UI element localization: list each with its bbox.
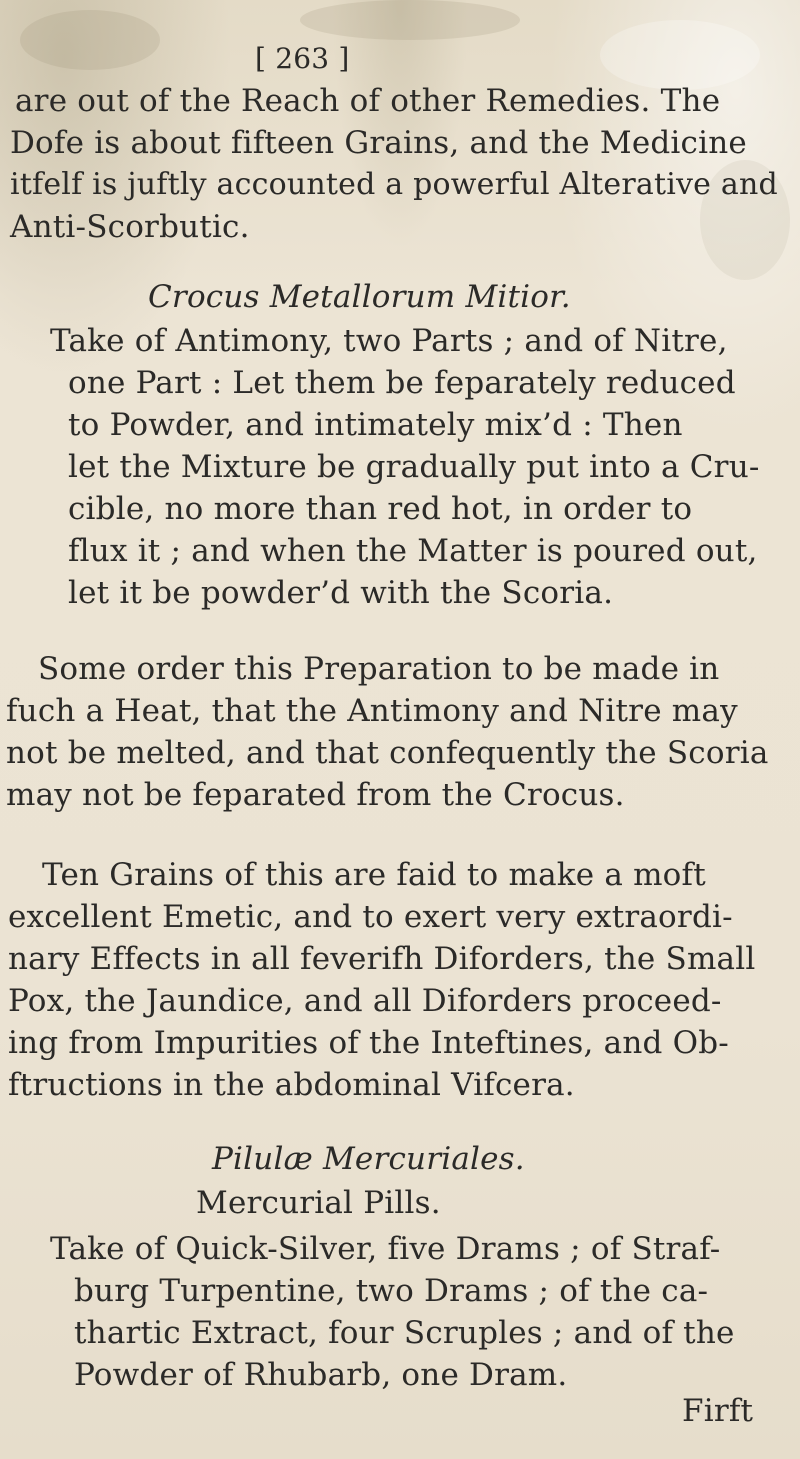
- paragraph-3-line-5: ing from Impurities of the Inteftines, and Ob-: [8, 1025, 729, 1061]
- paragraph-3-line-6: ftructions in the abdominal Vifcera.: [8, 1067, 575, 1103]
- catchword: Firft: [682, 1393, 754, 1429]
- heading-mercurial-pills: Mercurial Pills.: [196, 1185, 441, 1221]
- recipe-1-line-4: let the Mixture be gradually put into a Cru-: [68, 449, 760, 485]
- recipe-2-line-2: burg Turpentine, two Drams ; of the ca-: [74, 1273, 709, 1309]
- page-number: [ 263 ]: [255, 42, 350, 75]
- recipe-2-line-1: Take of Quick-Silver, five Drams ; of Straf-: [50, 1231, 721, 1267]
- recipe-2-line-3: thartic Extract, four Scruples ; and of the: [74, 1315, 735, 1351]
- recipe-2-line-4: Powder of Rhubarb, one Dram.: [74, 1357, 568, 1393]
- paragraph-2-line-2: fuch a Heat, that the Antimony and Nitre may: [6, 693, 738, 729]
- paper-stain: [600, 20, 760, 90]
- heading-crocus: Crocus Metallorum Mitior.: [148, 279, 571, 315]
- paragraph-3-line-3: nary Effects in all feverifh Diforders, the Small: [8, 941, 756, 977]
- paragraph-1-line-3: itfelf is juftly accounted a powerful Alterative and: [10, 167, 778, 202]
- recipe-1-line-7: let it be powder’d with the Scoria.: [68, 575, 614, 611]
- recipe-1-line-1: Take of Antimony, two Parts ; and of Nitre,: [50, 323, 728, 359]
- paragraph-1-line-1: are out of the Reach of other Remedies. The: [15, 83, 721, 119]
- recipe-1-line-3: to Powder, and intimately mix’d : Then: [68, 407, 683, 443]
- paper-stain: [300, 0, 520, 40]
- paragraph-1-line-2: Dofe is about fifteen Grains, and the Medicine: [10, 125, 747, 161]
- paragraph-2-line-3: not be melted, and that confequently the Scoria: [6, 735, 769, 771]
- recipe-1-line-5: cible, no more than red hot, in order to: [68, 491, 693, 527]
- paragraph-3-line-4: Pox, the Jaundice, and all Diforders proceed-: [8, 983, 722, 1019]
- paragraph-2-line-4: may not be feparated from the Crocus.: [6, 777, 625, 813]
- paragraph-3-line-2: excellent Emetic, and to exert very extraordi-: [8, 899, 733, 935]
- paper-stain: [20, 10, 160, 70]
- recipe-1-line-6: flux it ; and when the Matter is poured out,: [68, 533, 758, 569]
- heading-pilulae-mercuriales: Pilulæ Mercuriales.: [212, 1141, 525, 1177]
- paragraph-3-line-1: Ten Grains of this are faid to make a moft: [42, 857, 706, 893]
- recipe-1-line-2: one Part : Let them be feparately reduced: [68, 365, 736, 401]
- paragraph-2-line-1: Some order this Preparation to be made in: [38, 651, 720, 687]
- paragraph-1-line-4: Anti-Scorbutic.: [10, 209, 250, 245]
